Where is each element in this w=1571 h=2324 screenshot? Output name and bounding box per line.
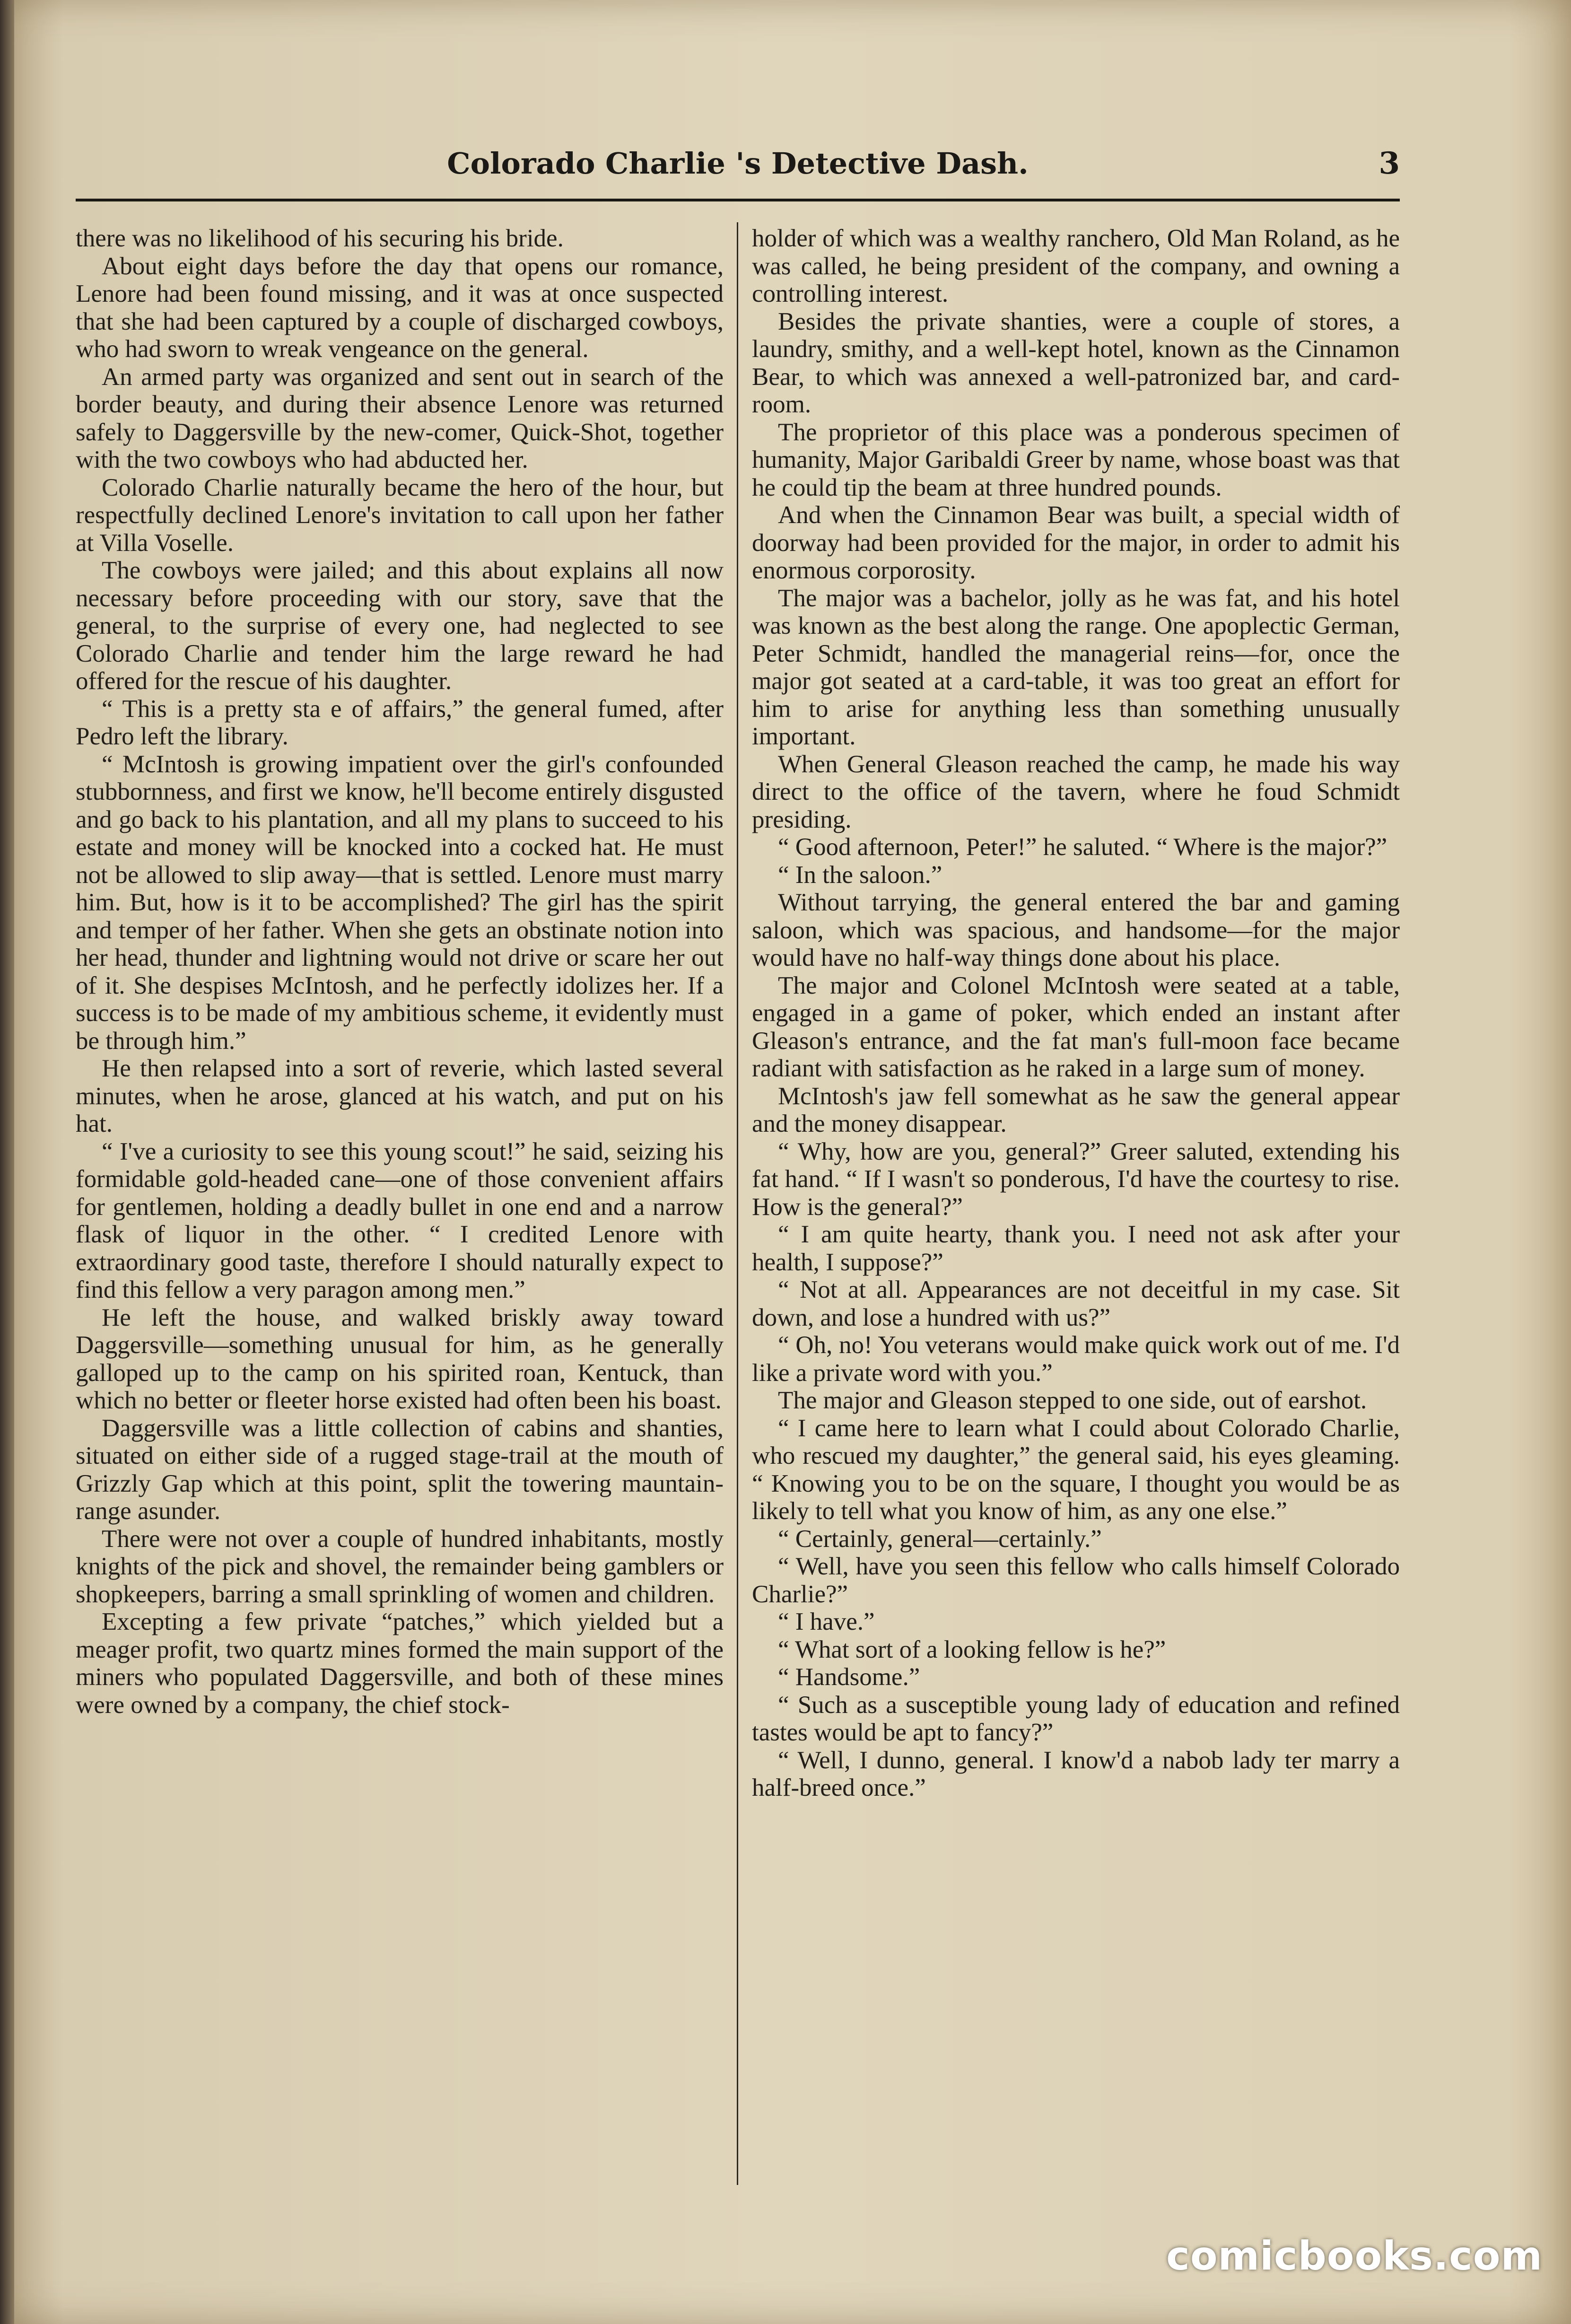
running-header	[76, 137, 1400, 189]
paragraph: “ In the saloon.”	[778, 861, 943, 889]
paragraph: “ Why, how are you, general?” Greer saluted, extending his fat hand. “ If I wasn't so ponderous, I'd have the courtesy to rise. How is the general?”	[752, 1137, 1400, 1221]
paragraph: The major and Colonel McIntosh were seated at a table, engaged in a game of poker, which ended an instant after Gleason's entrance, and the fat man's full-moon face became radiant with satisfaction as he raked in a large sum of money.	[752, 971, 1400, 1082]
paragraph: When General Gleason reached the camp, he made his way direct to the office of the tavern, where he foud Schmidt presiding.	[752, 750, 1400, 833]
paragraph: Daggersville was a little collection of cabins and shanties, situated on either side of a rugged stage-trail at the mouth of Grizzly Gap which at this point, split the towering mauntain-range asunder.	[76, 1414, 724, 1525]
page-number: 3	[1379, 145, 1400, 181]
paragraph: “ Well, I dunno, general. I know'd a nabob lady ter marry a half-breed once.”	[752, 1746, 1400, 1801]
paragraph: “ I am quite hearty, thank you. I need not ask after your health, I suppose?”	[752, 1221, 1400, 1276]
paragraph: “ I've a curiosity to see this young scout!” he said, seizing his formidable gold-headed cane—one of those convenient affairs for gentlemen, holding a deadly bullet in one end and a narrow flask of liquor in the other. “ I credited Lenore with extraordinary good taste, therefore I should naturally expect to find this fellow a very paragon among men.”	[76, 1137, 724, 1303]
page-spine-shadow	[0, 0, 14, 2324]
column-divider	[737, 222, 738, 2185]
right-column	[752, 225, 1400, 2187]
paragraph: The cowboys were jailed; and this about explains all now necessary before proceeding with our story, save that the general, to the surprise of every one, had neglected to see Colorado Charlie and tender him the large reward he had offered for the rescue of his daughter.	[76, 557, 724, 695]
paragraph: “ I came here to learn what I could about Colorado Charlie, who rescued my daughter,” the general said, his eyes gleaming. “ Knowing you to be on the square, I thought you would be as likely to tell what you know of him, as any one else.”	[752, 1414, 1400, 1525]
paragraph: The proprietor of this place was a ponderous specimen of humanity, Major Garibaldi Greer by name, whose boast was that he could tip the beam at three hundred pounds.	[752, 418, 1400, 501]
paragraph: An armed party was organized and sent out in search of the border beauty, and during their absence Lenore was returned safely to Daggersville by the new-comer, Quick-Shot, together with the two cowboys who had abducted her.	[76, 363, 724, 473]
paragraph: Excepting a few private “patches,” which yielded but a meager profit, two quartz mines formed the main support of the miners who populated Daggersville, and both of these mines were owned by a company, the chief stock-	[76, 1608, 724, 1719]
paragraph: About eight days before the day that opens our romance, Lenore had been found missing, and it was at once suspected that she had been captured by a couple of discharged cowboys, who had sworn to wreak vengeance on the general.	[76, 252, 724, 363]
paragraph: “ What sort of a looking fellow is he?”	[778, 1635, 1166, 1663]
paragraph: “ Oh, no! You veterans would make quick work out of me. I'd like a private word with you.”	[752, 1331, 1400, 1387]
paragraph: “ McIntosh is growing impatient over the girl's confounded stubbornness, and first we know, he'll become entirely disgusted and go back to his plantation, and all my plans to succeed to his estate and money will be knocked into a cocked hat. He must not be allowed to slip away—that is settled. Lenore must marry him. But, how is it to be accomplished? The girl has the spirit and temper of her father. When she gets an obstinate notion into her head, thunder and lightning would not drive or scare her out of it. She despises McIntosh, and he perfectly idolizes her. If a success is to be made of my ambitious scheme, it evidently must be through him.”	[76, 750, 724, 1055]
paragraph: There were not over a couple of hundred inhabitants, mostly knights of the pick and shovel, the remainder being gamblers or shopkeepers, barring a small sprinkling of women and children.	[76, 1525, 724, 1608]
paragraph: “ Good afternoon, Peter!” he saluted. “ Where is the major?”	[778, 833, 1388, 861]
paragraph: “ Such as a susceptible young lady of education and refined tastes would be apt to fancy?”	[752, 1691, 1400, 1746]
paragraph: He then relapsed into a sort of reverie, which lasted several minutes, when he arose, glanced at his watch, and put on his hat.	[76, 1055, 724, 1137]
paragraph: holder of which was a wealthy ranchero, Old Man Roland, as he was called, he being president of the company, and owning a controlling interest.	[752, 225, 1400, 307]
header-title: Colorado Charlie 's Detective Dash.	[447, 146, 1029, 181]
paragraph: Colorado Charlie naturally became the hero of the hour, but respectfully declined Lenore's invitation to call upon her father at Villa Voselle.	[76, 473, 724, 557]
paragraph: “ This is a pretty sta e of affairs,” the general fumed, after Pedro left the library.	[76, 695, 724, 750]
paragraph: Without tarrying, the general entered the bar and gaming saloon, which was spacious, and handsome—for the major would have no half-way things done about his place.	[752, 889, 1400, 971]
header-rule	[76, 199, 1400, 201]
paragraph: He left the house, and walked briskly away toward Daggersville—something unusual for him, as he generally galloped up to the camp on his spirited roan, Kentuck, than which no better or fleeter horse existed had often been his boast.	[76, 1303, 724, 1414]
paragraph: “ Well, have you seen this fellow who calls himself Colorado Charlie?”	[752, 1553, 1400, 1608]
paragraph: “ Handsome.”	[778, 1663, 920, 1691]
left-column	[76, 225, 724, 2187]
paragraph: “ I have.”	[778, 1608, 875, 1635]
paragraph: McIntosh's jaw fell somewhat as he saw the general appear and the money disappear.	[752, 1082, 1400, 1137]
paragraph: The major was a bachelor, jolly as he was fat, and his hotel was known as the best along the range. One apoplectic German, Peter Schmidt, handled the managerial reins—for, once the major got seated at a card-table, it was too great an effort for him to arise for anything less than something unusually important.	[752, 584, 1400, 750]
paragraph: Besides the private shanties, were a couple of stores, a laundry, smithy, and a well-kept hotel, known as the Cinnamon Bear, to which was annexed a well-patronized bar, and card-room.	[752, 307, 1400, 418]
paragraph: there was no likelihood of his securing his bride.	[76, 225, 564, 252]
paragraph: “ Not at all. Appearances are not deceitful in my case. Sit down, and lose a hundred with us?”	[752, 1276, 1400, 1331]
paragraph: “ Certainly, general—certainly.”	[778, 1525, 1102, 1553]
paragraph: And when the Cinnamon Bear was built, a special width of doorway had been provided for the major, in order to admit his enormous corporosity.	[752, 501, 1400, 584]
paragraph: The major and Gleason stepped to one side, out of earshot.	[778, 1387, 1367, 1414]
site-watermark: comicbooks.com	[1166, 2233, 1543, 2279]
